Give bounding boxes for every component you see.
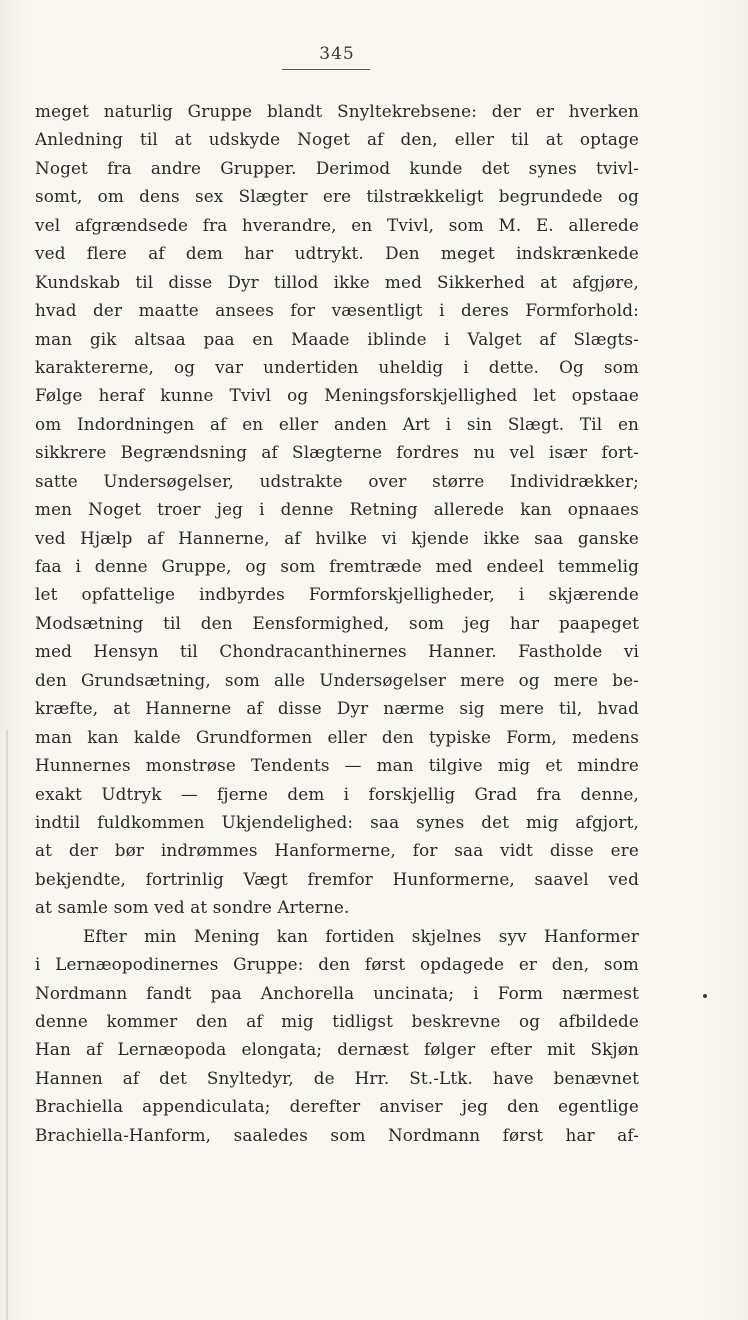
text-line: ved flere af dem har udtrykt. Den meget indskrænkede [35,243,639,264]
text-line: kræfte, at Hannerne af disse Dyr nærme sig mere til, hvad [35,698,639,719]
text-line: exakt Udtryk — fjerne dem i forskjellig Grad fra denne, [35,783,639,804]
text-line: sikkrere Begrændsning af Slægterne fordres nu vel især fort- [35,442,639,463]
paragraph-start-line: Efter min Mening kan fortiden skjelnes syv Hanformer [83,925,639,946]
text-line: at der bør indrømmes Hanformerne, for saa vidt disse ere [35,840,639,861]
text-line: man kan kalde Grundformen eller den typiske Form, medens [35,726,639,747]
text-line: Modsætning til den Eensformighed, som jeg har paapeget [35,612,639,633]
text-line: bekjendte, fortrinlig Vægt fremfor Hunformerne, saavel ved [35,868,639,889]
text-line: satte Undersøgelser, udstrakte over større Individrækker; [35,470,639,491]
text-line: i Lernæopodinernes Gruppe: den først opdagede er den, som [35,954,639,975]
text-line: ved Hjælp af Hannerne, af hvilke vi kjende ikke saa ganske [35,527,639,548]
text-line: faa i denne Gruppe, og som fremtræde med endeel temmelig [35,556,639,576]
text-line: Hannen af det Snyltedyr, de Hrr. St.-Ltk. have benævnet [35,1067,639,1088]
text-line: Brachiella-Hanform, saaledes som Nordmann først har af- [35,1124,639,1145]
text-line: indtil fuldkommen Ukjendelighed: saa synes det mig afgjort, [35,811,639,832]
text-line: Brachiella appendiculata; derefter anviser jeg den egentlige [35,1096,639,1117]
text-line: Hunnernes monstrøse Tendents — man tilgive mig et mindre [35,755,639,776]
ink-speck [703,994,707,998]
text-line: denne kommer den af mig tidligst beskrevne og afbildede [35,1011,639,1031]
text-line: hvad der maatte ansees for væsentligt i deres Formforhold: [35,300,639,321]
text-line: Anledning til at udskyde Noget af den, eller til at optage [35,129,639,150]
page-number-rule [282,69,370,70]
text-line: om Indordningen af en eller anden Art i sin Slægt. Til en [35,413,639,434]
text-line: somt, om dens sex Slægter ere tilstrækkeligt begrundede og [35,186,639,207]
text-line: vel afgrændsede fra hverandre, en Tvivl, som M. E. allerede [35,214,639,235]
text-line: man gik altsaa paa en Maade iblinde i Valget af Slægts- [35,328,639,349]
paragraph-end-line: at samle som ved at sondre Arterne. [35,897,350,918]
text-line: den Grundsætning, som alle Undersøgelser mere og mere be- [35,669,639,690]
text-line: meget naturlig Gruppe blandt Snyltekrebsene: der er hverken [35,101,639,121]
page-number: 345 [319,44,355,64]
text-line: med Hensyn til Chondracanthinernes Hanner. Fastholde vi [35,641,639,662]
body-text [35,97,639,1149]
text-line: Noget fra andre Grupper. Derimod kunde det synes tvivl- [35,157,639,178]
text-line: men Noget troer jeg i denne Retning allerede kan opnaaes [35,499,639,520]
text-line: karaktererne, og var undertiden uheldig i dette. Og som [35,356,639,377]
text-line: Kundskab til disse Dyr tillod ikke med Sikkerhed at afgjøre, [35,271,639,292]
text-line: Han af Lernæopoda elongata; dernæst følger efter mit Skjøn [35,1039,639,1060]
text-line: Nordmann fandt paa Anchorella uncinata; i Form nærmest [35,982,639,1003]
text-line: Følge heraf kunne Tvivl og Meningsforskjellighed let opstaae [35,385,639,406]
text-line: let opfattelige indbyrdes Formforskjelligheder, i skjærende [35,584,639,605]
page-edge-shadow [6,730,8,1320]
